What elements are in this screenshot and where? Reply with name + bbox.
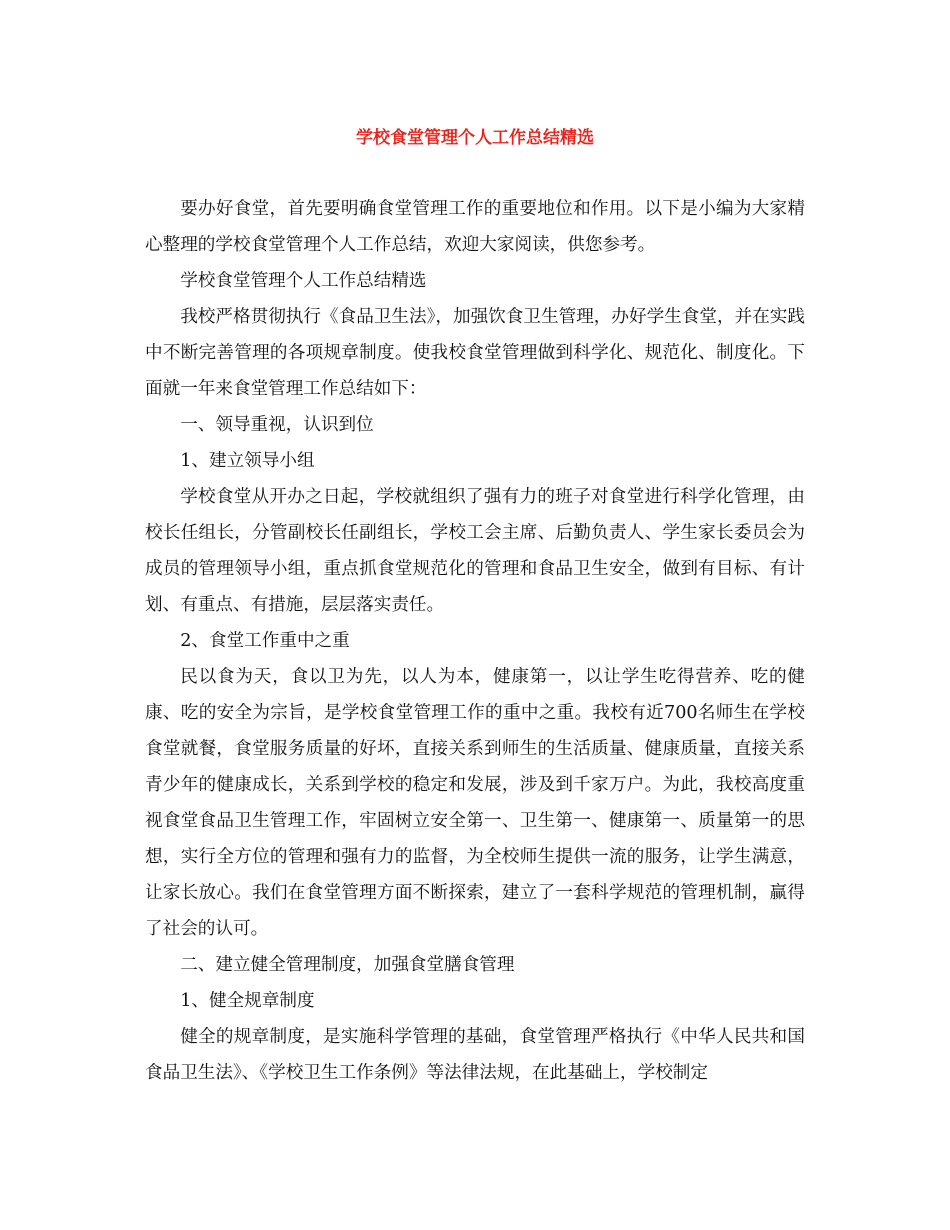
- paragraph-subtitle: 学校食堂管理个人工作总结精选: [180, 271, 427, 291]
- paragraph: 学校食堂从开办之日起，学校就组织了强有力的班子对食堂进行科学化管理，由校长任组长，分管副校长任副组长，学校工会主席、后勤负责人、学生家长委员会为成员的管理领导小组，重点抓食堂规范化的管理和食品卫生安全，做到有目标、有计划、有重点、有措施，层层落实责任。: [145, 487, 805, 615]
- subsection-heading: 1、健全规章制度: [180, 991, 315, 1011]
- paragraph: 民以食为天，食以卫为先，以人为本，健康第一，以让学生吃得营养、吃的健康、吃的安全为宗旨，是学校食堂管理工作的重中之重。我校有近700名师生在学校食堂就餐，食堂服务质量的好坏，直接关系到师生的生活质量、健康质量，直接关系青少年的健康成长，关系到学校的稳定和发展，涉及到千家万户。为此，我校高度重视食堂食品卫生管理工作，牢固树立安全第一、卫生第一、健康第一、质量第一的思想，实行全方位的管理和强有力的监督，为全校师生提供一流的服务，让学生满意，让家长放心。我们在食堂管理方面不断探索，建立了一套科学规范的管理机制，赢得了社会的认可。: [145, 667, 805, 939]
- paragraph: 健全的规章制度，是实施科学管理的基础，食堂管理严格执行《中华人民共和国食品卫生法》、《学校卫生工作条例》等法律法规，在此基础上，学校制定: [145, 1027, 805, 1083]
- subsection-heading: 2、食堂工作重中之重: [180, 631, 350, 651]
- section-heading: 一、领导重视，认识到位: [180, 415, 374, 435]
- paragraph-intro: 要办好食堂，首先要明确食堂管理工作的重要地位和作用。以下是小编为大家精心整理的学校食堂管理个人工作总结，欢迎大家阅读，供您参考。: [145, 199, 805, 255]
- subsection-heading: 1、建立领导小组: [180, 451, 315, 471]
- paragraph: 我校严格贯彻执行《食品卫生法》，加强饮食卫生管理，办好学生食堂，并在实践中不断完善管理的各项规章制度。使我校食堂管理做到科学化、规范化、制度化。下面就一年来食堂管理工作总结如下：: [145, 307, 805, 399]
- document-body: [145, 191, 805, 1091]
- document-title: 学校食堂管理个人工作总结精选: [356, 128, 594, 148]
- section-heading: 二、建立健全管理制度，加强食堂膳食管理: [180, 955, 515, 975]
